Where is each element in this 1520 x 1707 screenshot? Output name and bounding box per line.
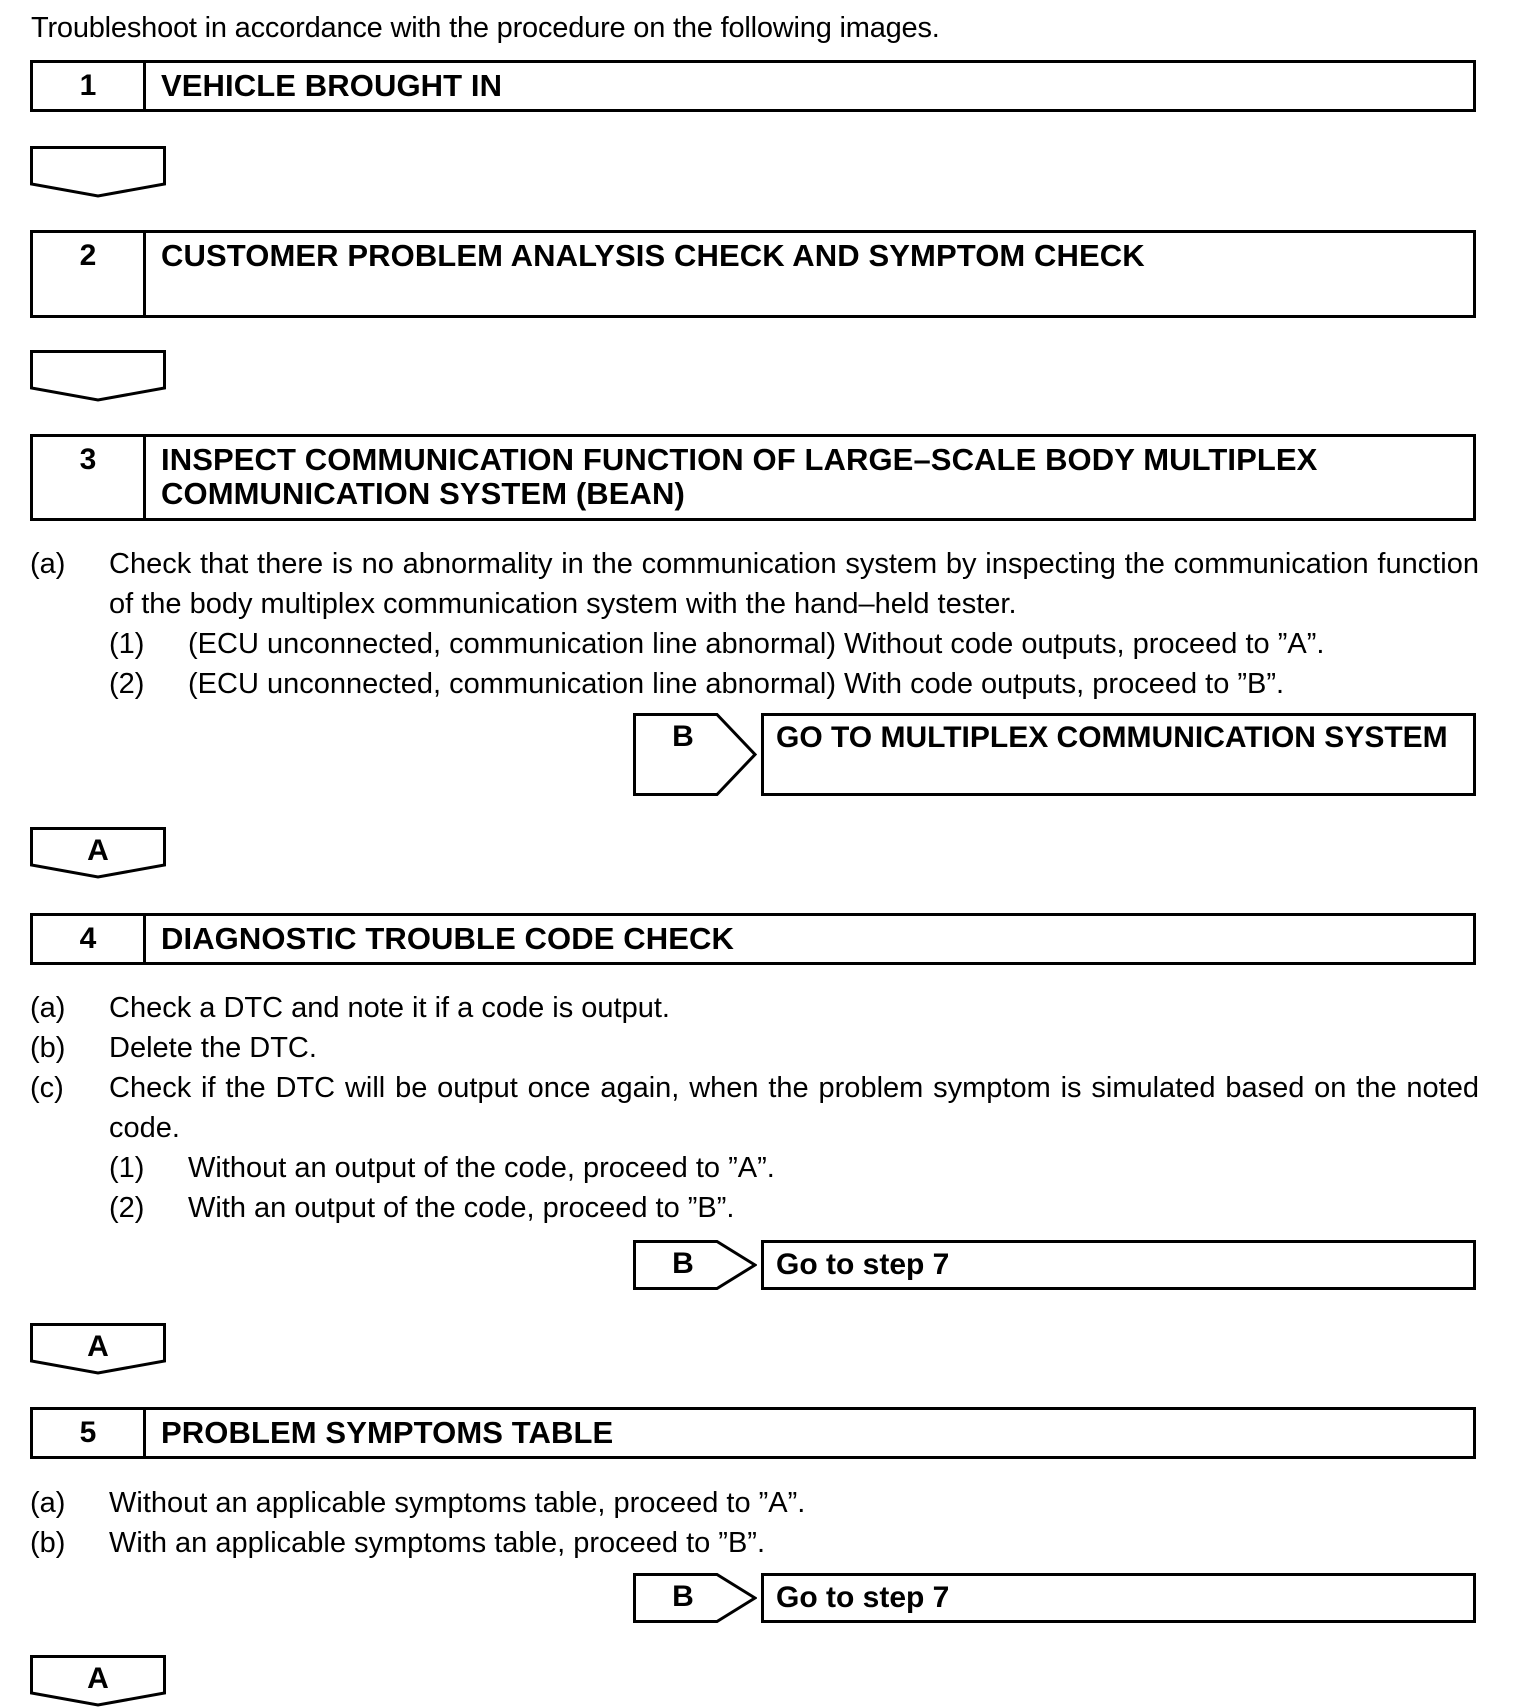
branch-destination[interactable]: [761, 713, 1476, 796]
item-text: Check that there is no abnormality in the communication system by inspecting the communication function of the body multiplex communication system with the hand–held tester.: [109, 548, 1479, 620]
item-marker: (b): [30, 1032, 66, 1064]
branch-destination-label: Go to step 7: [776, 1248, 950, 1281]
step-title: INSPECT COMMUNICATION FUNCTION OF LARGE–SCALE BODY MULTIPLEX COMMUNICATION SYSTEM (BEAN): [161, 442, 1318, 511]
step-number: 2: [33, 233, 146, 315]
step-number: 1: [33, 63, 146, 109]
branch-tag-label: B: [672, 1247, 694, 1280]
step-number: 4: [33, 916, 146, 962]
intro-text: Troubleshoot in accordance with the procedure on the following images.: [31, 12, 940, 44]
flow-arrow-down: [30, 146, 166, 198]
item-marker: (2): [109, 668, 145, 700]
flow-arrow-a: [30, 1655, 166, 1707]
branch-destination[interactable]: [761, 1573, 1476, 1623]
step-number: 5: [33, 1410, 146, 1456]
item-text: With an applicable symptoms table, proceed to ”B”.: [109, 1527, 766, 1559]
down-arrow-icon: [30, 146, 166, 198]
step3-branch-b[interactable]: [633, 713, 1476, 796]
item-marker: (1): [109, 628, 145, 660]
step-3-header: [30, 434, 1476, 521]
flow-label: A: [87, 1662, 109, 1695]
step4-branch-b[interactable]: [633, 1240, 1476, 1290]
down-arrow-icon: [30, 350, 166, 402]
branch-tag-label: B: [672, 720, 694, 753]
step-number: 3: [33, 437, 146, 518]
item-marker: (2): [109, 1192, 145, 1224]
item-text: (ECU unconnected, communication line abnormal) Without code outputs, proceed to ”A”.: [188, 628, 1325, 660]
item-text: Without an output of the code, proceed to ”A”.: [188, 1152, 775, 1184]
item-text: Delete the DTC.: [109, 1032, 317, 1064]
item-marker: (c): [30, 1072, 64, 1104]
step3-item-a: [30, 544, 1480, 624]
item-text: With an output of the code, proceed to ”B”.: [188, 1192, 735, 1224]
step5-branch-b[interactable]: [633, 1573, 1476, 1623]
item-marker: (1): [109, 1152, 145, 1184]
branch-destination-label: GO TO MULTIPLEX COMMUNICATION SYSTEM: [776, 721, 1448, 754]
step-title: CUSTOMER PROBLEM ANALYSIS CHECK AND SYMPTOM CHECK: [161, 238, 1145, 273]
item-marker: (a): [30, 992, 66, 1024]
flow-label: A: [87, 1330, 109, 1363]
flow-arrow-a: [30, 827, 166, 879]
step-4-header: [30, 913, 1476, 965]
item-marker: (b): [30, 1527, 66, 1559]
flow-label: A: [87, 834, 109, 867]
step-title: DIAGNOSTIC TROUBLE CODE CHECK: [161, 921, 734, 956]
item-text: Check a DTC and note it if a code is output.: [109, 992, 670, 1024]
flow-arrow-down: [30, 350, 166, 402]
branch-destination[interactable]: [761, 1240, 1476, 1290]
step-title: PROBLEM SYMPTOMS TABLE: [161, 1415, 614, 1450]
flow-arrow-a: [30, 1323, 166, 1375]
step-2-header: [30, 230, 1476, 318]
branch-tag-label: B: [672, 1580, 694, 1613]
step-title: VEHICLE BROUGHT IN: [161, 68, 503, 103]
item-text: Check if the DTC will be output once again, when the problem symptom is simulated based on the noted code.: [109, 1072, 1479, 1144]
branch-destination-label: Go to step 7: [776, 1581, 950, 1614]
item-marker: (a): [30, 1487, 66, 1519]
step-5-header: [30, 1407, 1476, 1459]
item-text: Without an applicable symptoms table, proceed to ”A”.: [109, 1487, 806, 1519]
step4-item-c: [30, 1068, 1480, 1148]
step-1-header: [30, 60, 1476, 112]
item-marker: (a): [30, 548, 66, 580]
item-text: (ECU unconnected, communication line abnormal) With code outputs, proceed to ”B”.: [188, 668, 1285, 700]
